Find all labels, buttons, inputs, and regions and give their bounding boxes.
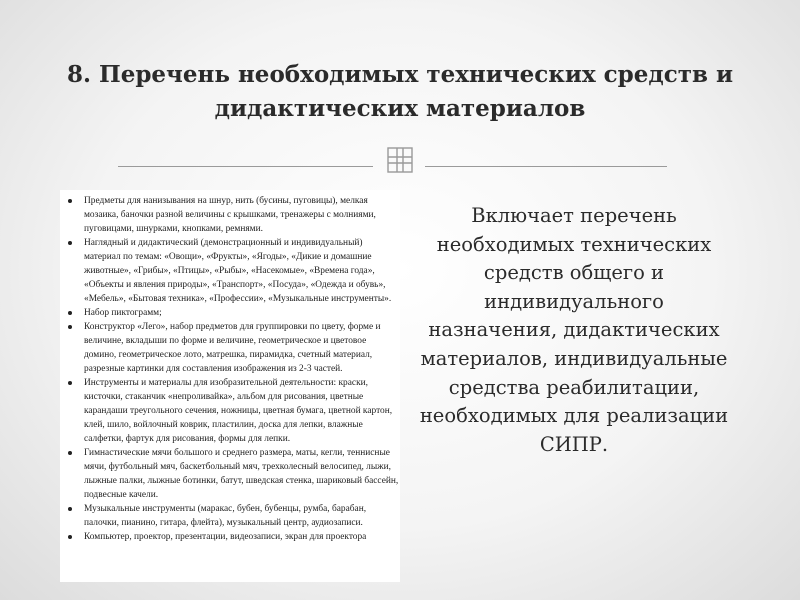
list-item-text: Компьютер, проектор, презентации, видеозаписи, экран для проектора [84,532,367,542]
bullet-icon [68,241,72,245]
title-divider-right [425,166,667,167]
bullet-icon [68,507,72,511]
materials-list [60,190,400,544]
description-text: Включает перечень необходимых технических средств общего и индивидуального назначения, дидактических материалов, индивидуальные средства реабилитации, необходимых для реализации СИПР. [419,204,729,456]
bullet-icon [68,325,72,329]
title-divider-left [118,166,373,167]
list-item [60,502,400,530]
list-item [60,194,400,236]
bullet-icon [68,311,72,315]
list-item-text: Наглядный и дидактический (демонстрационный и индивидуальный) материал по темам: «Овощи», «Фрукты», «Ягоды», «Дикие и домашние животные», «Грибы», «Птицы», «Рыбы», «Насекомые», «Времена года», «Объекты и явления природы», «Транспорт», «Посуда», «Одежда и обувь», «Мебель», «Бытовая техника», «Профессии», «Музыкальные инструменты». [84,238,392,304]
list-item [60,376,400,446]
list-item [60,306,400,320]
bullet-icon [68,451,72,455]
list-item [60,320,400,376]
list-item [60,236,400,306]
list-item-text: Набор пиктограмм; [84,308,162,318]
list-item-text: Предметы для нанизывания на шнур, нить (бусины, пуговицы), мелкая мозаика, баночки разной величины с крышками, тренажеры с молниями, пуговицами, шнурками, кнопками, ремнями. [84,196,376,234]
list-item-text: Гимнастические мячи большого и среднего размера, маты, кегли, теннисные мячи, футбольный мяч, баскетбольный мяч, трехколесный велосипед, лыжи, лыжные палки, лыжные ботинки, батут, шведская стенка, шариковый бассейн, подвесные качели. [84,448,399,500]
list-item-text: Музыкальные инструменты (маракас, бубен, бубенцы, румба, барабан, палочки, пианино, гитара, флейта), музыкальный центр, аудиозаписи. [84,504,367,528]
bullet-icon [68,199,72,203]
slide-title: 8. Перечень необходимых технических средств и дидактических материалов [66,61,734,122]
list-item [60,530,400,544]
materials-list-panel [60,190,400,582]
bullet-icon [68,535,72,539]
ornament-icon [378,140,422,180]
list-item [60,446,400,502]
list-item-text: Конструктор «Лего», набор предметов для группировки по цвету, форме и величине, вкладыши по форме и величине, геометрическое и цветовое домино, геометрическое лото, матрешка, пирамидка, счетный материал, разрезные картинки для составления изображения из 2-3 частей. [84,322,381,374]
list-item-text: Инструменты и материалы для изобразительной деятельности: краски, кисточки, стаканчик «непроливайка», альбом для рисования, цветные карандаши треугольного сечения, ножницы, цветная бумага, цветной картон, клей, шило, войлочный коврик, пластилин, доска для лепки, влажные салфетки, фартук для рисования, формы для лепки. [84,378,393,444]
bullet-icon [68,381,72,385]
